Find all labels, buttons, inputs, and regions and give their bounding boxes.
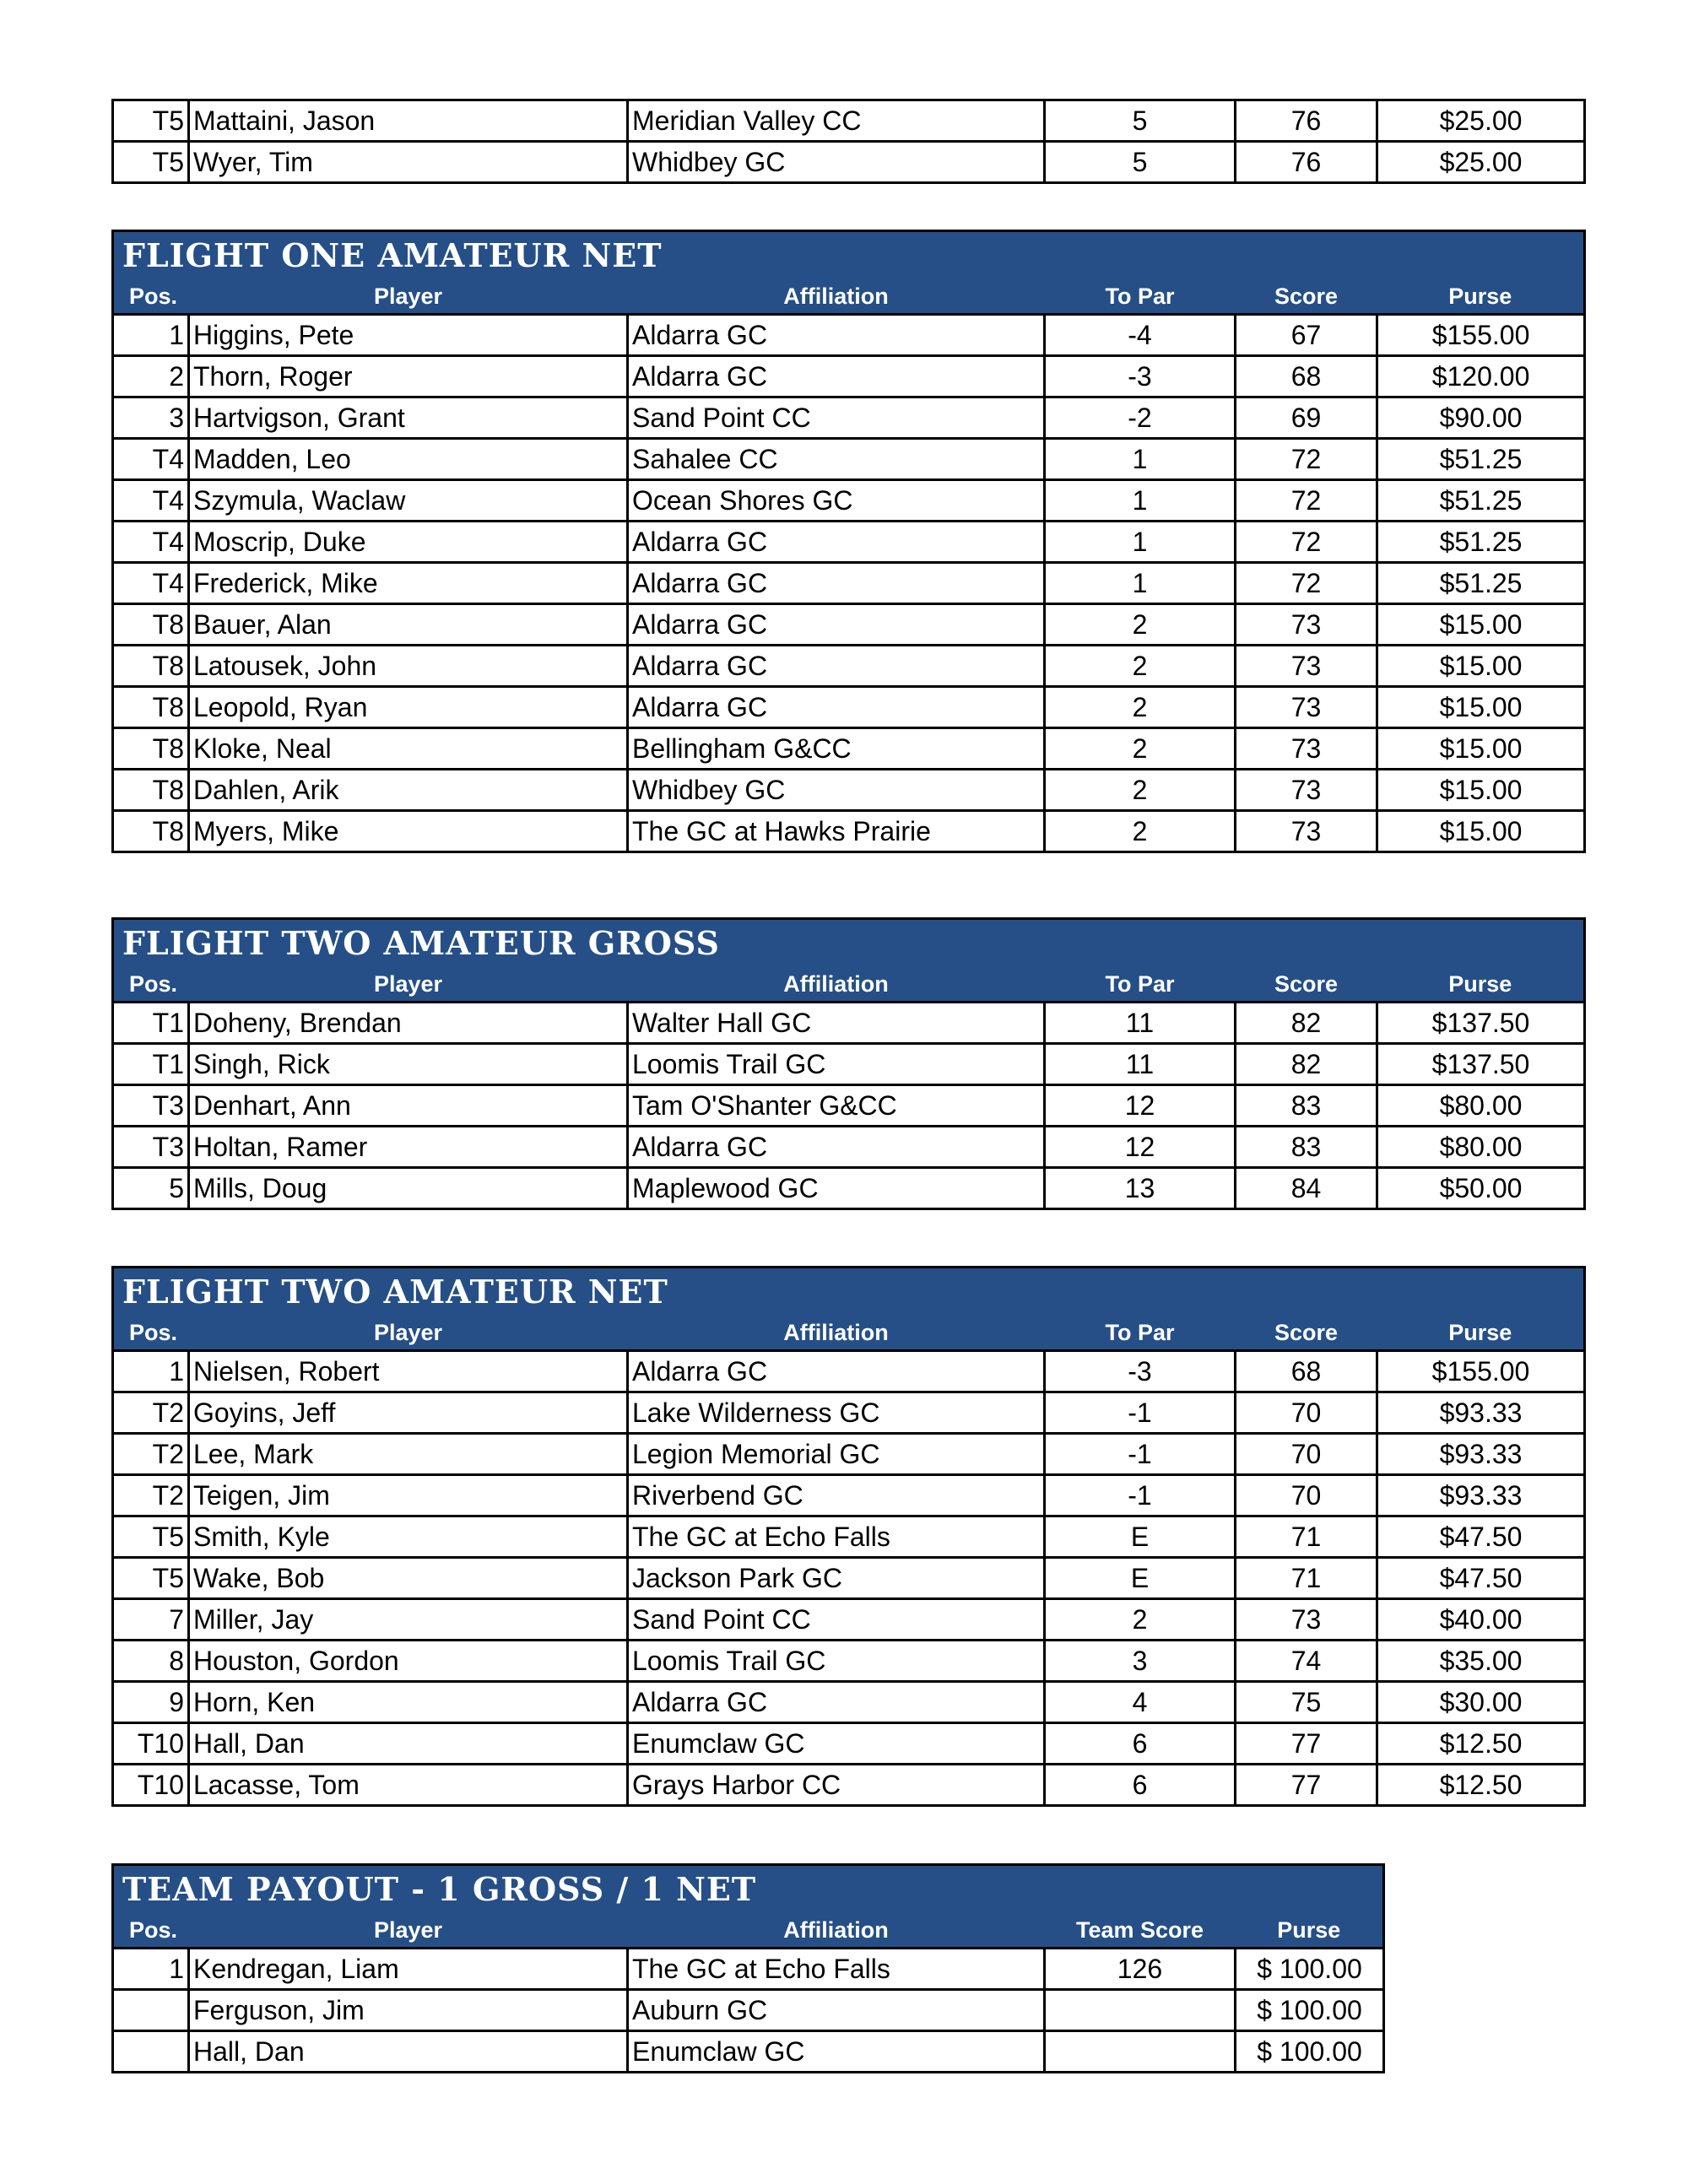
to-par-cell: -1 bbox=[1045, 1392, 1236, 1434]
pos-cell bbox=[113, 1990, 189, 2031]
col-affiliation-header: Affiliation bbox=[628, 967, 1045, 1003]
affiliation-cell: Auburn GC bbox=[628, 1990, 1045, 2031]
to-par-cell: 5 bbox=[1045, 142, 1236, 183]
table-row bbox=[113, 1044, 1585, 1085]
affiliation-cell: Aldarra GC bbox=[628, 315, 1045, 356]
player-cell: Frederick, Mike bbox=[189, 563, 628, 604]
table-row bbox=[113, 1434, 1585, 1475]
player-cell: Ferguson, Jim bbox=[189, 1990, 628, 2031]
table-row bbox=[113, 2031, 1384, 2073]
pos-cell: 8 bbox=[113, 1641, 189, 1682]
to-par-cell: 1 bbox=[1045, 563, 1236, 604]
col-topar-header: To Par bbox=[1045, 1316, 1236, 1351]
score-cell: 69 bbox=[1236, 397, 1377, 439]
player-cell: Wyer, Tim bbox=[189, 142, 628, 183]
purse-cell: $15.00 bbox=[1377, 646, 1585, 687]
score-cell: 74 bbox=[1236, 1641, 1377, 1682]
purse-cell: $15.00 bbox=[1377, 770, 1585, 811]
affiliation-cell: Grays Harbor CC bbox=[628, 1765, 1045, 1806]
affiliation-cell: Walter Hall GC bbox=[628, 1003, 1045, 1044]
to-par-cell: 2 bbox=[1045, 811, 1236, 852]
purse-cell: $93.33 bbox=[1377, 1434, 1585, 1475]
player-cell: Hartvigson, Grant bbox=[189, 397, 628, 439]
player-cell: Kendregan, Liam bbox=[189, 1949, 628, 1990]
purse-cell: $15.00 bbox=[1377, 728, 1585, 770]
score-cell: 75 bbox=[1236, 1682, 1377, 1723]
affiliation-cell: The GC at Hawks Prairie bbox=[628, 811, 1045, 852]
pos-cell: T8 bbox=[113, 811, 189, 852]
score-cell: 73 bbox=[1236, 728, 1377, 770]
pos-cell: T2 bbox=[113, 1392, 189, 1434]
pos-cell: 2 bbox=[113, 356, 189, 397]
score-cell: 82 bbox=[1236, 1044, 1377, 1085]
section-title: FLIGHT TWO AMATEUR NET bbox=[113, 1268, 1585, 1316]
pos-cell: 3 bbox=[113, 397, 189, 439]
purse-cell: $51.25 bbox=[1377, 439, 1585, 480]
player-cell: Leopold, Ryan bbox=[189, 687, 628, 728]
player-cell: Doheny, Brendan bbox=[189, 1003, 628, 1044]
to-par-cell: 12 bbox=[1045, 1127, 1236, 1168]
col-pos-header: Pos. bbox=[113, 1316, 189, 1351]
table-row bbox=[113, 1723, 1585, 1765]
score-cell: 73 bbox=[1236, 1599, 1377, 1641]
affiliation-cell: Aldarra GC bbox=[628, 646, 1045, 687]
table-row bbox=[113, 770, 1585, 811]
affiliation-cell: Enumclaw GC bbox=[628, 2031, 1045, 2073]
to-par-cell: 6 bbox=[1045, 1723, 1236, 1765]
to-par-cell: 2 bbox=[1045, 687, 1236, 728]
col-topar-header: To Par bbox=[1045, 279, 1236, 315]
affiliation-cell: Aldarra GC bbox=[628, 522, 1045, 563]
affiliation-cell: Riverbend GC bbox=[628, 1475, 1045, 1516]
section-title: FLIGHT ONE AMATEUR NET bbox=[113, 231, 1585, 280]
pos-cell: 9 bbox=[113, 1682, 189, 1723]
to-par-cell: 3 bbox=[1045, 1641, 1236, 1682]
score-cell: 72 bbox=[1236, 563, 1377, 604]
pos-cell: T4 bbox=[113, 563, 189, 604]
purse-cell: $93.33 bbox=[1377, 1475, 1585, 1516]
to-par-cell: 12 bbox=[1045, 1085, 1236, 1127]
to-par-cell: 2 bbox=[1045, 728, 1236, 770]
col-score-header: Score bbox=[1236, 967, 1377, 1003]
affiliation-cell: Bellingham G&CC bbox=[628, 728, 1045, 770]
purse-cell: $90.00 bbox=[1377, 397, 1585, 439]
table-row bbox=[113, 604, 1585, 646]
purse-cell: $50.00 bbox=[1377, 1168, 1585, 1209]
pos-cell: T3 bbox=[113, 1085, 189, 1127]
score-cell: 82 bbox=[1236, 1003, 1377, 1044]
score-cell: 67 bbox=[1236, 315, 1377, 356]
player-cell: Latousek, John bbox=[189, 646, 628, 687]
player-cell: Hall, Dan bbox=[189, 2031, 628, 2073]
pos-cell bbox=[113, 2031, 189, 2073]
table-row bbox=[113, 1641, 1585, 1682]
table-row bbox=[113, 1392, 1585, 1434]
pos-cell: T8 bbox=[113, 728, 189, 770]
team-score-cell bbox=[1045, 1990, 1236, 2031]
affiliation-cell: Sand Point CC bbox=[628, 1599, 1045, 1641]
table-row bbox=[113, 1682, 1585, 1723]
col-purse-header: Purse bbox=[1377, 1316, 1585, 1351]
col-pos-header: Pos. bbox=[113, 279, 189, 315]
flight-two-gross-table bbox=[111, 917, 1586, 1210]
affiliation-cell: Loomis Trail GC bbox=[628, 1044, 1045, 1085]
affiliation-cell: The GC at Echo Falls bbox=[628, 1949, 1045, 1990]
score-cell: 73 bbox=[1236, 604, 1377, 646]
col-affiliation-header: Affiliation bbox=[628, 1316, 1045, 1351]
affiliation-cell: Sahalee CC bbox=[628, 439, 1045, 480]
purse-cell: $155.00 bbox=[1377, 315, 1585, 356]
col-affiliation-header: Affiliation bbox=[628, 279, 1045, 315]
col-topar-header: To Par bbox=[1045, 967, 1236, 1003]
score-cell: 84 bbox=[1236, 1168, 1377, 1209]
col-affiliation-header: Affiliation bbox=[628, 1913, 1045, 1949]
table-row bbox=[113, 142, 1585, 183]
purse-cell: $137.50 bbox=[1377, 1003, 1585, 1044]
pos-cell: T4 bbox=[113, 480, 189, 522]
pos-cell: T8 bbox=[113, 770, 189, 811]
player-cell: Mills, Doug bbox=[189, 1168, 628, 1209]
player-cell: Lacasse, Tom bbox=[189, 1765, 628, 1806]
table-row bbox=[113, 1085, 1585, 1127]
team-score-cell bbox=[1045, 2031, 1236, 2073]
to-par-cell: 2 bbox=[1045, 604, 1236, 646]
player-cell: Kloke, Neal bbox=[189, 728, 628, 770]
score-cell: 71 bbox=[1236, 1516, 1377, 1558]
to-par-cell: 2 bbox=[1045, 1599, 1236, 1641]
table-row bbox=[113, 687, 1585, 728]
player-cell: Thorn, Roger bbox=[189, 356, 628, 397]
to-par-cell: E bbox=[1045, 1558, 1236, 1599]
player-cell: Nielsen, Robert bbox=[189, 1351, 628, 1392]
pos-cell: T5 bbox=[113, 1558, 189, 1599]
col-pos-header: Pos. bbox=[113, 1913, 189, 1949]
to-par-cell: -1 bbox=[1045, 1475, 1236, 1516]
table-row bbox=[113, 356, 1585, 397]
table-row bbox=[113, 728, 1585, 770]
to-par-cell: 2 bbox=[1045, 770, 1236, 811]
flight-one-net-table bbox=[111, 230, 1586, 853]
to-par-cell: 4 bbox=[1045, 1682, 1236, 1723]
to-par-cell: 5 bbox=[1045, 100, 1236, 142]
to-par-cell: 1 bbox=[1045, 522, 1236, 563]
to-par-cell: 2 bbox=[1045, 646, 1236, 687]
purse-cell: $137.50 bbox=[1377, 1044, 1585, 1085]
to-par-cell: 11 bbox=[1045, 1044, 1236, 1085]
pos-cell: T8 bbox=[113, 604, 189, 646]
affiliation-cell: Lake Wilderness GC bbox=[628, 1392, 1045, 1434]
col-player-header: Player bbox=[189, 279, 628, 315]
purse-cell: $51.25 bbox=[1377, 480, 1585, 522]
player-cell: Bauer, Alan bbox=[189, 604, 628, 646]
affiliation-cell: Loomis Trail GC bbox=[628, 1641, 1045, 1682]
purse-cell: $ 100.00 bbox=[1236, 2031, 1384, 2073]
affiliation-cell: Whidbey GC bbox=[628, 770, 1045, 811]
score-cell: 70 bbox=[1236, 1392, 1377, 1434]
purse-cell: $35.00 bbox=[1377, 1641, 1585, 1682]
pos-cell: 5 bbox=[113, 1168, 189, 1209]
player-cell: Madden, Leo bbox=[189, 439, 628, 480]
score-cell: 72 bbox=[1236, 439, 1377, 480]
purse-cell: $15.00 bbox=[1377, 687, 1585, 728]
pos-cell: T5 bbox=[113, 100, 189, 142]
purse-cell: $15.00 bbox=[1377, 811, 1585, 852]
to-par-cell: 1 bbox=[1045, 439, 1236, 480]
table-row bbox=[113, 480, 1585, 522]
section-title: FLIGHT TWO AMATEUR GROSS bbox=[113, 919, 1585, 968]
purse-cell: $30.00 bbox=[1377, 1682, 1585, 1723]
pos-cell: T1 bbox=[113, 1044, 189, 1085]
pos-cell: T1 bbox=[113, 1003, 189, 1044]
purse-cell: $80.00 bbox=[1377, 1085, 1585, 1127]
pos-cell: 1 bbox=[113, 1949, 189, 1990]
to-par-cell: -3 bbox=[1045, 356, 1236, 397]
player-cell: Smith, Kyle bbox=[189, 1516, 628, 1558]
affiliation-cell: Ocean Shores GC bbox=[628, 480, 1045, 522]
pos-cell: T8 bbox=[113, 646, 189, 687]
player-cell: Moscrip, Duke bbox=[189, 522, 628, 563]
team-score-cell: 126 bbox=[1045, 1949, 1236, 1990]
table-row bbox=[113, 1475, 1585, 1516]
score-cell: 73 bbox=[1236, 770, 1377, 811]
score-cell: 83 bbox=[1236, 1085, 1377, 1127]
table-row bbox=[113, 1990, 1384, 2031]
score-cell: 76 bbox=[1236, 142, 1377, 183]
purse-cell: $40.00 bbox=[1377, 1599, 1585, 1641]
player-cell: Teigen, Jim bbox=[189, 1475, 628, 1516]
purse-cell: $51.25 bbox=[1377, 522, 1585, 563]
col-player-header: Player bbox=[189, 967, 628, 1003]
col-pos-header: Pos. bbox=[113, 967, 189, 1003]
player-cell: Holtan, Ramer bbox=[189, 1127, 628, 1168]
purse-cell: $ 100.00 bbox=[1236, 1990, 1384, 2031]
player-cell: Mattaini, Jason bbox=[189, 100, 628, 142]
player-cell: Myers, Mike bbox=[189, 811, 628, 852]
to-par-cell: -3 bbox=[1045, 1351, 1236, 1392]
table-row bbox=[113, 1168, 1585, 1209]
affiliation-cell: Aldarra GC bbox=[628, 563, 1045, 604]
purse-cell: $12.50 bbox=[1377, 1723, 1585, 1765]
table-row bbox=[113, 1351, 1585, 1392]
to-par-cell: 1 bbox=[1045, 480, 1236, 522]
player-cell: Hall, Dan bbox=[189, 1723, 628, 1765]
flight-two-net-table bbox=[111, 1266, 1586, 1807]
purse-cell: $47.50 bbox=[1377, 1558, 1585, 1599]
table-row bbox=[113, 1516, 1585, 1558]
affiliation-cell: The GC at Echo Falls bbox=[628, 1516, 1045, 1558]
table-row bbox=[113, 811, 1585, 852]
player-cell: Goyins, Jeff bbox=[189, 1392, 628, 1434]
affiliation-cell: Aldarra GC bbox=[628, 1127, 1045, 1168]
purse-cell: $15.00 bbox=[1377, 604, 1585, 646]
score-cell: 73 bbox=[1236, 811, 1377, 852]
score-cell: 77 bbox=[1236, 1723, 1377, 1765]
pos-cell: 1 bbox=[113, 1351, 189, 1392]
affiliation-cell: Tam O'Shanter G&CC bbox=[628, 1085, 1045, 1127]
player-cell: Horn, Ken bbox=[189, 1682, 628, 1723]
table-row bbox=[113, 1765, 1585, 1806]
pos-cell: 7 bbox=[113, 1599, 189, 1641]
affiliation-cell: Aldarra GC bbox=[628, 1351, 1045, 1392]
purse-cell: $47.50 bbox=[1377, 1516, 1585, 1558]
affiliation-cell: Aldarra GC bbox=[628, 687, 1045, 728]
table-row bbox=[113, 1558, 1585, 1599]
affiliation-cell: Maplewood GC bbox=[628, 1168, 1045, 1209]
affiliation-cell: Sand Point CC bbox=[628, 397, 1045, 439]
pos-cell: T4 bbox=[113, 439, 189, 480]
purse-cell: $93.33 bbox=[1377, 1392, 1585, 1434]
affiliation-cell: Aldarra GC bbox=[628, 1682, 1045, 1723]
player-cell: Houston, Gordon bbox=[189, 1641, 628, 1682]
purse-cell: $51.25 bbox=[1377, 563, 1585, 604]
purse-cell: $120.00 bbox=[1377, 356, 1585, 397]
to-par-cell: E bbox=[1045, 1516, 1236, 1558]
affiliation-cell: Legion Memorial GC bbox=[628, 1434, 1045, 1475]
to-par-cell: 11 bbox=[1045, 1003, 1236, 1044]
to-par-cell: -4 bbox=[1045, 315, 1236, 356]
pos-cell: T5 bbox=[113, 142, 189, 183]
player-cell: Singh, Rick bbox=[189, 1044, 628, 1085]
purse-cell: $155.00 bbox=[1377, 1351, 1585, 1392]
section-title: TEAM PAYOUT - 1 GROSS / 1 NET bbox=[113, 1865, 1384, 1914]
col-purse-header: Purse bbox=[1236, 1913, 1384, 1949]
score-cell: 68 bbox=[1236, 1351, 1377, 1392]
pos-cell: T10 bbox=[113, 1723, 189, 1765]
pos-cell: T2 bbox=[113, 1434, 189, 1475]
col-purse-header: Purse bbox=[1377, 279, 1585, 315]
to-par-cell: 13 bbox=[1045, 1168, 1236, 1209]
table-row bbox=[113, 100, 1585, 142]
table-row bbox=[113, 563, 1585, 604]
pos-cell: T3 bbox=[113, 1127, 189, 1168]
team-payout-table bbox=[111, 1863, 1385, 2073]
col-player-header: Player bbox=[189, 1913, 628, 1949]
score-cell: 72 bbox=[1236, 522, 1377, 563]
purse-cell: $ 100.00 bbox=[1236, 1949, 1384, 1990]
continued-results-table bbox=[111, 99, 1586, 184]
table-row bbox=[113, 1599, 1585, 1641]
score-cell: 71 bbox=[1236, 1558, 1377, 1599]
pos-cell: 1 bbox=[113, 315, 189, 356]
col-team-score-header: Team Score bbox=[1045, 1913, 1236, 1949]
score-cell: 70 bbox=[1236, 1434, 1377, 1475]
score-cell: 83 bbox=[1236, 1127, 1377, 1168]
table-row bbox=[113, 439, 1585, 480]
affiliation-cell: Whidbey GC bbox=[628, 142, 1045, 183]
table-row bbox=[113, 1003, 1585, 1044]
player-cell: Higgins, Pete bbox=[189, 315, 628, 356]
player-cell: Lee, Mark bbox=[189, 1434, 628, 1475]
purse-cell: $80.00 bbox=[1377, 1127, 1585, 1168]
table-row bbox=[113, 646, 1585, 687]
to-par-cell: 6 bbox=[1045, 1765, 1236, 1806]
purse-cell: $25.00 bbox=[1377, 142, 1585, 183]
purse-cell: $12.50 bbox=[1377, 1765, 1585, 1806]
to-par-cell: -1 bbox=[1045, 1434, 1236, 1475]
col-score-header: Score bbox=[1236, 1316, 1377, 1351]
score-cell: 72 bbox=[1236, 480, 1377, 522]
score-cell: 68 bbox=[1236, 356, 1377, 397]
affiliation-cell: Meridian Valley CC bbox=[628, 100, 1045, 142]
col-player-header: Player bbox=[189, 1316, 628, 1351]
table-row bbox=[113, 397, 1585, 439]
col-purse-header: Purse bbox=[1377, 967, 1585, 1003]
score-cell: 77 bbox=[1236, 1765, 1377, 1806]
score-cell: 76 bbox=[1236, 100, 1377, 142]
pos-cell: T5 bbox=[113, 1516, 189, 1558]
player-cell: Wake, Bob bbox=[189, 1558, 628, 1599]
pos-cell: T10 bbox=[113, 1765, 189, 1806]
pos-cell: T4 bbox=[113, 522, 189, 563]
score-cell: 70 bbox=[1236, 1475, 1377, 1516]
player-cell: Denhart, Ann bbox=[189, 1085, 628, 1127]
table-row bbox=[113, 1949, 1384, 1990]
score-cell: 73 bbox=[1236, 646, 1377, 687]
pos-cell: T2 bbox=[113, 1475, 189, 1516]
affiliation-cell: Jackson Park GC bbox=[628, 1558, 1045, 1599]
player-cell: Szymula, Waclaw bbox=[189, 480, 628, 522]
to-par-cell: -2 bbox=[1045, 397, 1236, 439]
player-cell: Miller, Jay bbox=[189, 1599, 628, 1641]
player-cell: Dahlen, Arik bbox=[189, 770, 628, 811]
col-score-header: Score bbox=[1236, 279, 1377, 315]
score-cell: 73 bbox=[1236, 687, 1377, 728]
affiliation-cell: Enumclaw GC bbox=[628, 1723, 1045, 1765]
affiliation-cell: Aldarra GC bbox=[628, 356, 1045, 397]
table-row bbox=[113, 522, 1585, 563]
table-row bbox=[113, 315, 1585, 356]
affiliation-cell: Aldarra GC bbox=[628, 604, 1045, 646]
table-row bbox=[113, 1127, 1585, 1168]
pos-cell: T8 bbox=[113, 687, 189, 728]
purse-cell: $25.00 bbox=[1377, 100, 1585, 142]
